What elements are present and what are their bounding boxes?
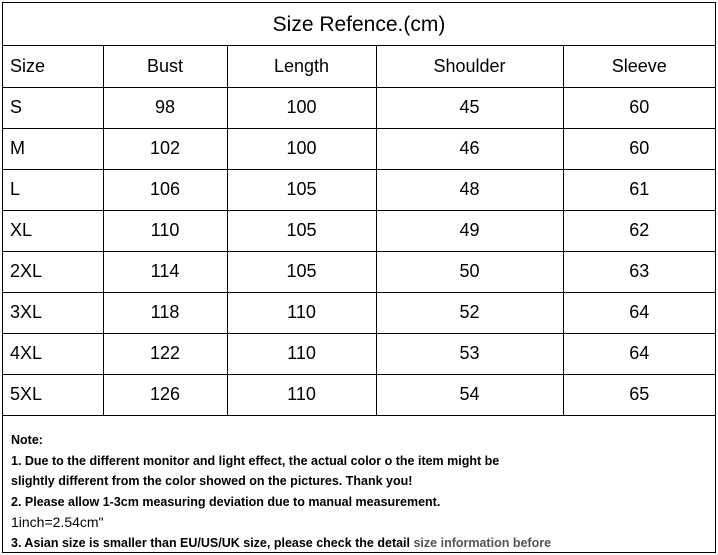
table-cell: 122 [103,333,227,374]
table-cell: 110 [227,292,376,333]
size-chart [2,2,716,553]
size-table [3,46,715,416]
table-cell: 105 [227,169,376,210]
notes-section [3,426,715,552]
note-2: 2. Please allow 1-3cm measuring deviation due to manual measurement. [11,494,441,509]
table-cell: S [3,87,103,128]
table-cell: 110 [227,374,376,415]
table-cell: 46 [376,128,563,169]
table-cell: 110 [103,210,227,251]
table-row [3,128,715,169]
table-cell: 52 [376,292,563,333]
table-cell: 62 [563,210,715,251]
note-1-continued: slightly different from the color showed on the pictures. Thank you! [11,474,413,488]
table-cell: 106 [103,169,227,210]
note-3 [11,533,715,554]
table-row [3,210,715,251]
table-row [3,87,715,128]
table-cell: XL [3,210,103,251]
table-cell: 114 [103,251,227,292]
table-cell: 53 [376,333,563,374]
column-header: Length [227,46,376,87]
table-cell: 60 [563,87,715,128]
table-header-row [3,46,715,87]
table-cell: 110 [227,333,376,374]
note-2-conversion: 1inch=2.54cm" [11,514,104,530]
table-cell: 49 [376,210,563,251]
table-cell: 3XL [3,292,103,333]
table-cell: 5XL [3,374,103,415]
table-cell: 102 [103,128,227,169]
table-cell: 126 [103,374,227,415]
table-cell: M [3,128,103,169]
table-cell: 100 [227,87,376,128]
column-header: Bust [103,46,227,87]
table-cell: 118 [103,292,227,333]
note-3-text: 3. Asian size is smaller than EU/US/UK size, please check the detail [11,535,414,550]
table-cell: 60 [563,128,715,169]
table-cell: 63 [563,251,715,292]
table-cell: 64 [563,333,715,374]
table-cell: 65 [563,374,715,415]
table-cell: 105 [227,210,376,251]
table-cell: 105 [227,251,376,292]
table-row [3,251,715,292]
table-cell: 48 [376,169,563,210]
table-row [3,292,715,333]
note-3-size-word: size [413,535,438,550]
table-cell: 4XL [3,333,103,374]
table-row [3,374,715,415]
column-header: Shoulder [376,46,563,87]
chart-title: Size Refence.(cm) [3,3,715,46]
table-row [3,169,715,210]
table-cell: L [3,169,103,210]
note-1: 1. Due to the different monitor and light effect, the actual color o the item might be [11,453,500,468]
table-cell: 61 [563,169,715,210]
note-3-ending: information before [437,535,552,550]
column-header: Sleeve [563,46,715,87]
column-header: Size [3,46,103,87]
table-cell: 54 [376,374,563,415]
table-cell: 45 [376,87,563,128]
table-cell: 64 [563,292,715,333]
notes-heading: Note: [11,433,43,447]
table-cell: 50 [376,251,563,292]
table-row [3,333,715,374]
table-cell: 100 [227,128,376,169]
table-cell: 98 [103,87,227,128]
table-cell: 2XL [3,251,103,292]
